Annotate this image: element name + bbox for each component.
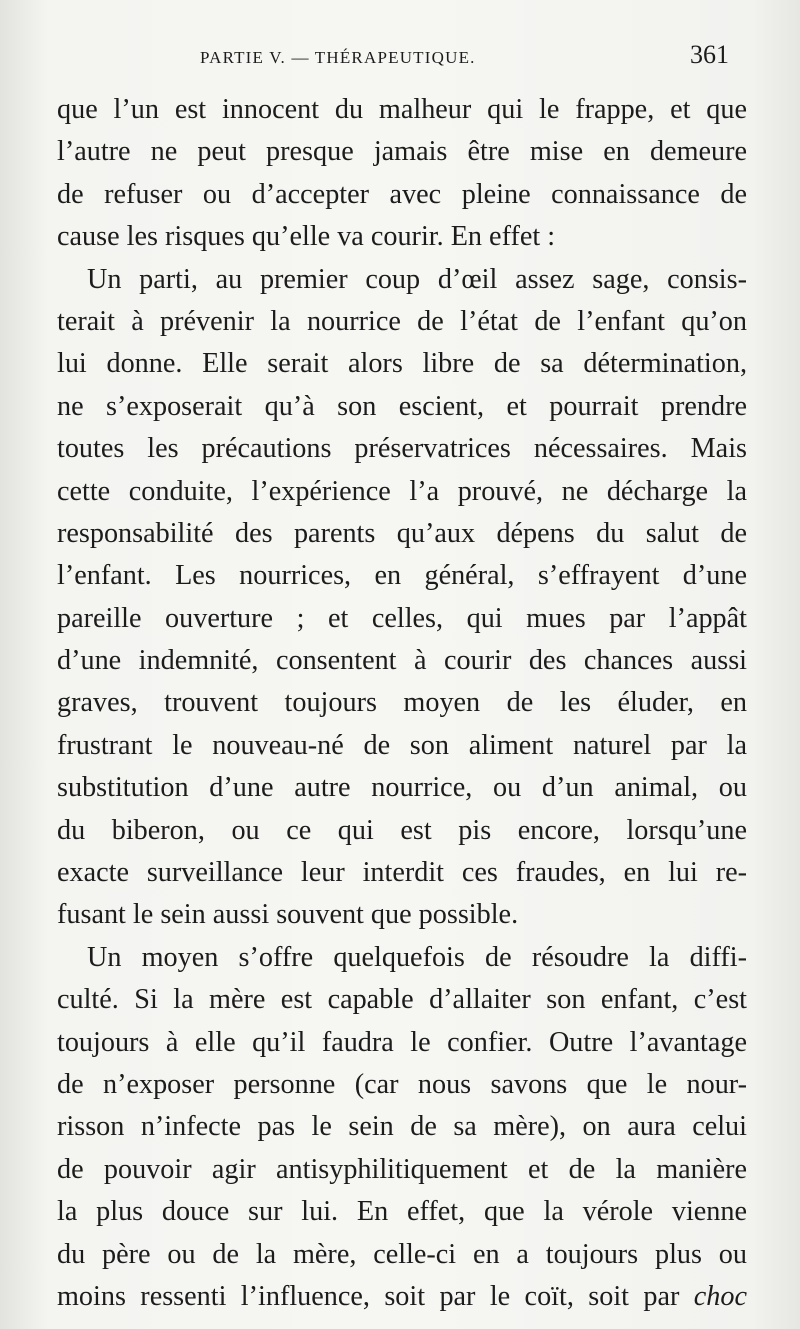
text-line: de n’exposer personne (car nous savons que le nour- (57, 1068, 747, 1100)
text-line: frustrant le nouveau-né de son aliment naturel par la (57, 729, 747, 761)
text-line: la plus douce sur lui. En effet, que la vérole vienne (57, 1196, 747, 1228)
text-line: responsabilité des parents qu’aux dépens du salut de (57, 517, 747, 549)
italic-word: choc (693, 1280, 747, 1312)
text-line: terait à prévenir la nourrice de l’état de l’enfant qu’on (57, 305, 747, 337)
text-line: de refuser ou d’accepter avec pleine connaissance de (57, 178, 747, 210)
running-head (0, 40, 800, 84)
text-line: substitution d’une autre nourrice, ou d’un animal, ou (57, 772, 747, 804)
text-line: toujours à elle qu’il faudra le confier. Outre l’avantage (57, 1026, 747, 1058)
text-line: cette conduite, l’expérience l’a prouvé, ne décharge la (57, 475, 747, 507)
body-text (57, 89, 747, 1318)
text-line: lui donne. Elle serait alors libre de sa détermination, (57, 348, 747, 380)
text-line-last-roman: moins ressenti l’influence, soit par le coït, soit par (57, 1280, 694, 1312)
text-line: l’autre ne peut presque jamais être mise en demeure (57, 136, 747, 168)
text-line: fusant le sein aussi souvent que possible. (57, 899, 519, 931)
text-line: Un parti, au premier coup d’œil assez sage, consis- (87, 263, 747, 295)
text-line: culté. Si la mère est capable d’allaiter son enfant, c’est (57, 984, 747, 1016)
text-line: l’enfant. Les nourrices, en général, s’effrayent d’une (57, 560, 747, 592)
text-line: Un moyen s’offre quelquefois de résoudre la diffi- (87, 941, 747, 973)
text-line: pareille ouverture ; et celles, qui mues par l’appât (57, 602, 747, 634)
page-number: 361 (690, 40, 729, 69)
text-line-last (57, 1276, 747, 1318)
running-head-title: PARTIE V. — THÉRAPEUTIQUE. (200, 48, 476, 67)
text-line: toutes les précautions préservatrices nécessaires. Mais (57, 433, 747, 465)
text-line: que l’un est innocent du malheur qui le frappe, et que (57, 94, 747, 125)
text-line: cause les risques qu’elle va courir. En effet : (57, 221, 556, 253)
text-line: exacte surveillance leur interdit ces fraudes, en lui re- (57, 857, 747, 889)
text-line: du biberon, ou ce qui est pis encore, lorsqu’une (57, 814, 747, 846)
text-line: du père ou de la mère, celle-ci en a toujours plus ou (57, 1238, 747, 1270)
text-line: graves, trouvent toujours moyen de les éluder, en (57, 687, 747, 719)
text-line: ne s’exposerait qu’à son escient, et pourrait prendre (57, 390, 747, 422)
text-line: d’une indemnité, consentent à courir des chances aussi (57, 645, 747, 677)
text-line: risson n’infecte pas le sein de sa mère), on aura celui (57, 1111, 747, 1143)
text-line: de pouvoir agir antisyphilitiquement et de la manière (57, 1153, 747, 1185)
